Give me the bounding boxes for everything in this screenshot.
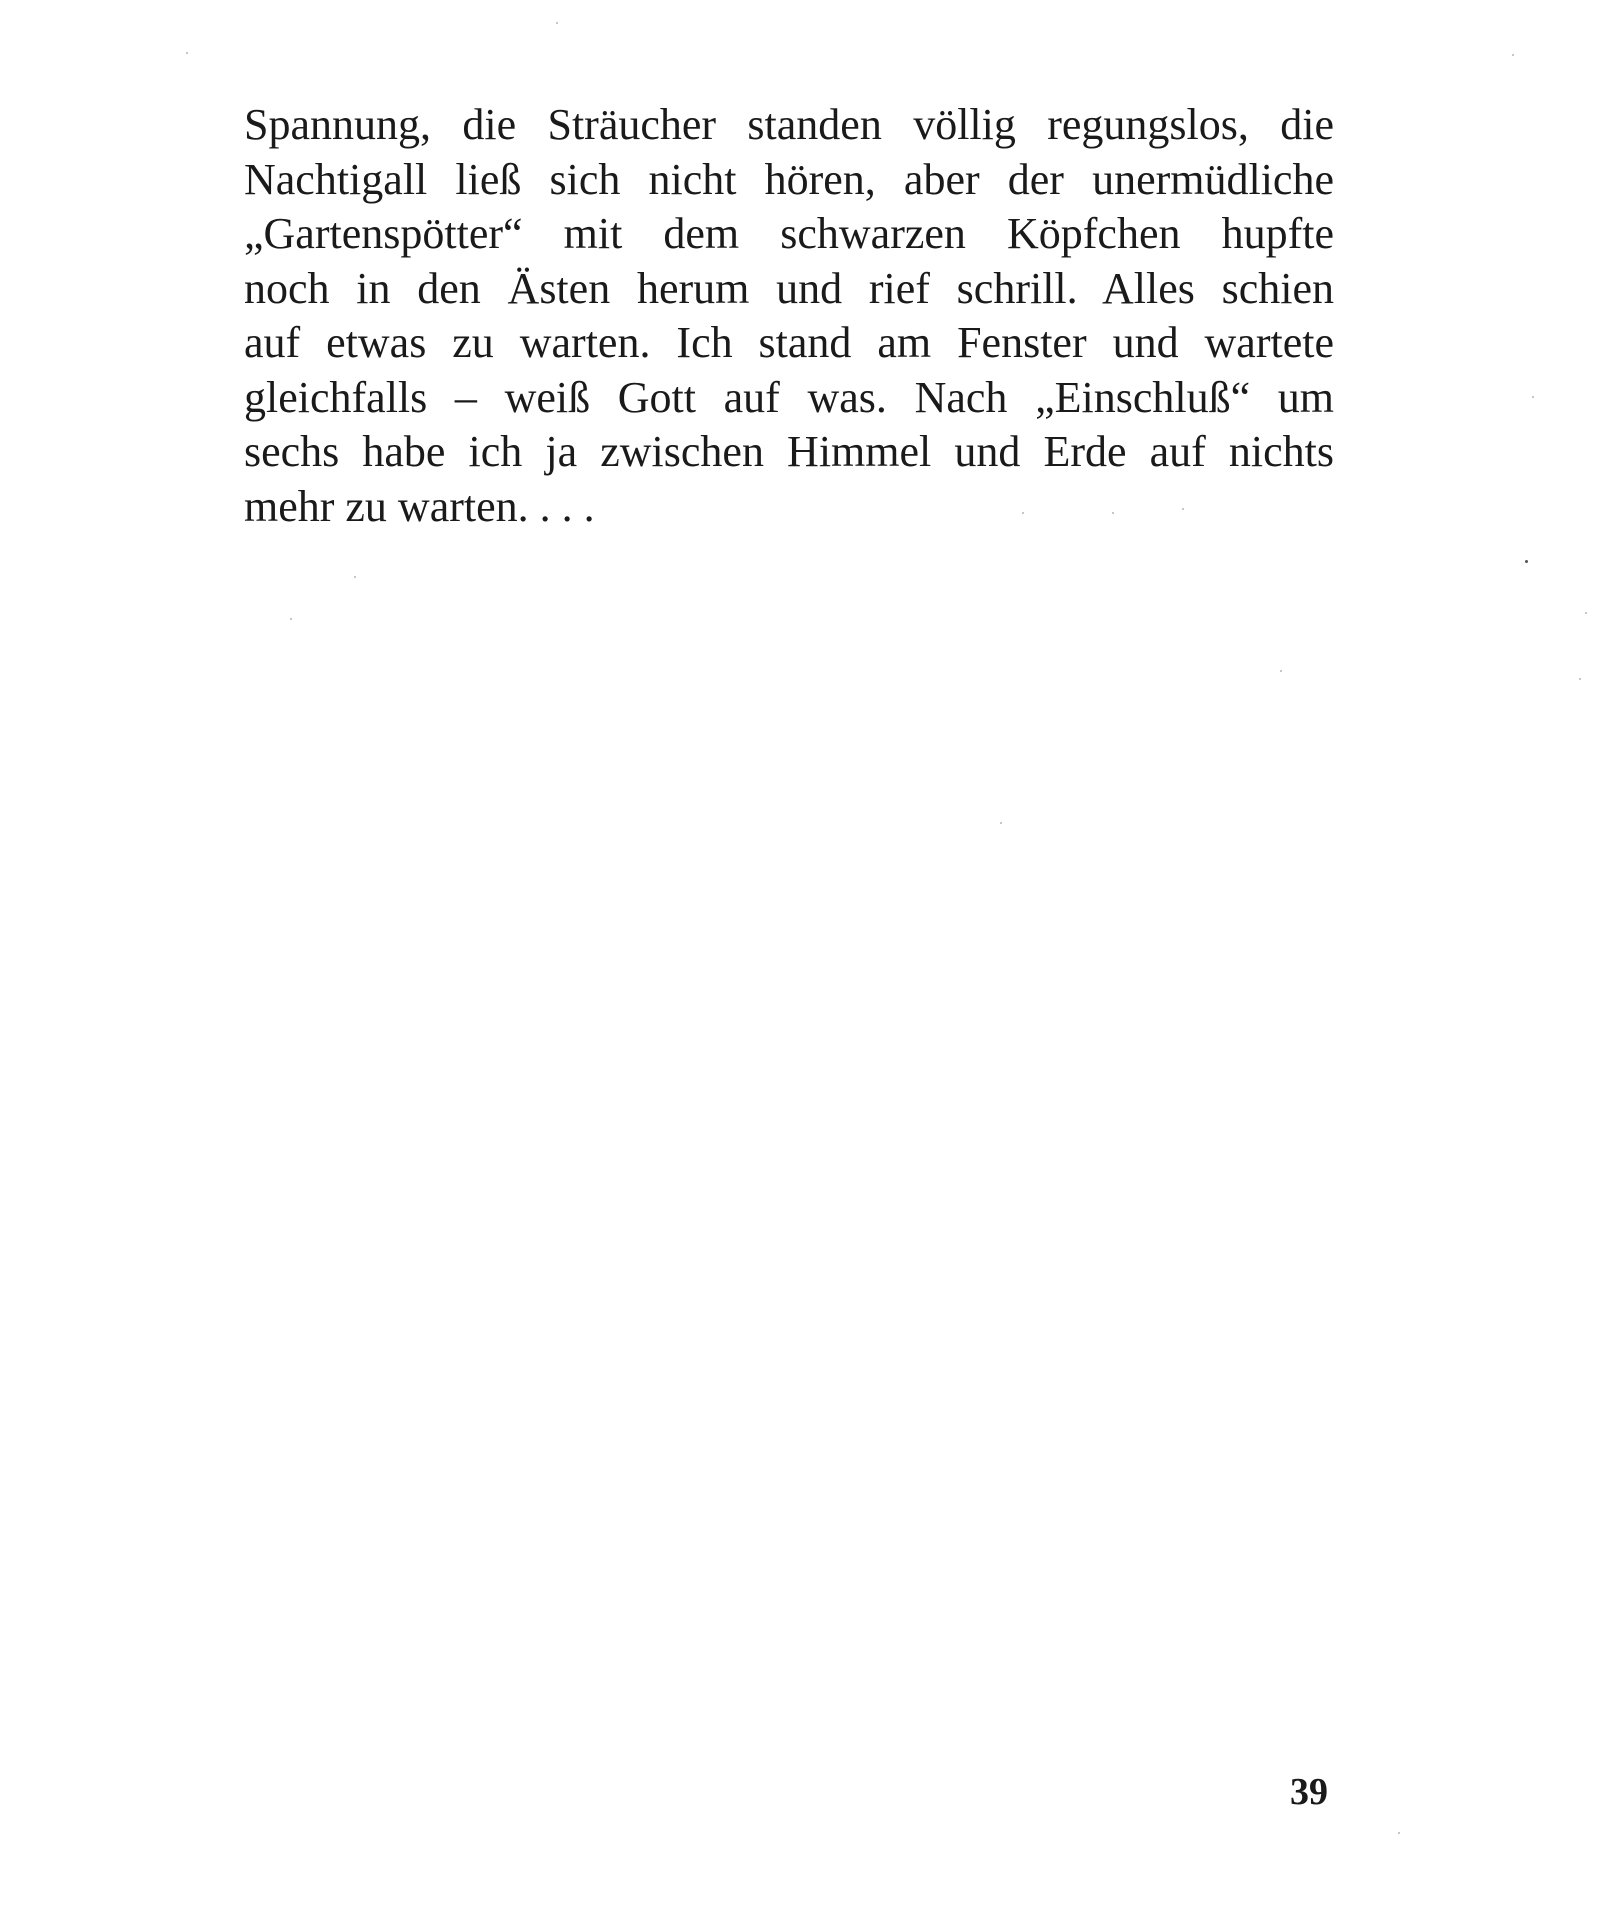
scan-speck (1000, 822, 1002, 824)
scan-speck (1022, 512, 1024, 514)
text-line: auf etwas zu warten. Ich stand am Fenster und wartete (244, 318, 1334, 367)
text-line: noch in den Ästen herum und rief schrill. Alles schien (244, 263, 1334, 313)
scan-speck (1398, 1832, 1400, 1834)
text-line: gleichfalls – weiß Gott auf was. Nach „Einschluß“ um (244, 372, 1334, 422)
text-line: Nachtigall ließ sich nicht hören, aber der unermüdliche (244, 154, 1334, 204)
page-number: 39 (1290, 1771, 1328, 1813)
text-line: „Gartenspötter“ mit dem schwarzen Köpfchen hupfte (244, 209, 1334, 258)
scan-speck (354, 576, 356, 578)
scan-speck (1532, 396, 1534, 398)
body-paragraph (244, 98, 1334, 534)
scan-speck (556, 22, 558, 24)
scan-speck (1579, 678, 1581, 680)
scan-speck (1512, 54, 1514, 56)
scan-speck (1525, 560, 1528, 563)
text-line: sechs habe ich ja zwischen Himmel und Erde auf nichts (244, 427, 1334, 476)
scan-speck (1182, 508, 1184, 510)
scan-speck (186, 52, 188, 54)
scan-speck (1280, 670, 1282, 672)
text-line: mehr zu warten. . . . (244, 481, 595, 531)
text-line: Spannung, die Sträucher standen völlig regungslos, die (244, 100, 1334, 149)
scan-speck (1112, 512, 1114, 514)
scan-speck (1585, 612, 1587, 614)
scan-speck (290, 618, 292, 620)
